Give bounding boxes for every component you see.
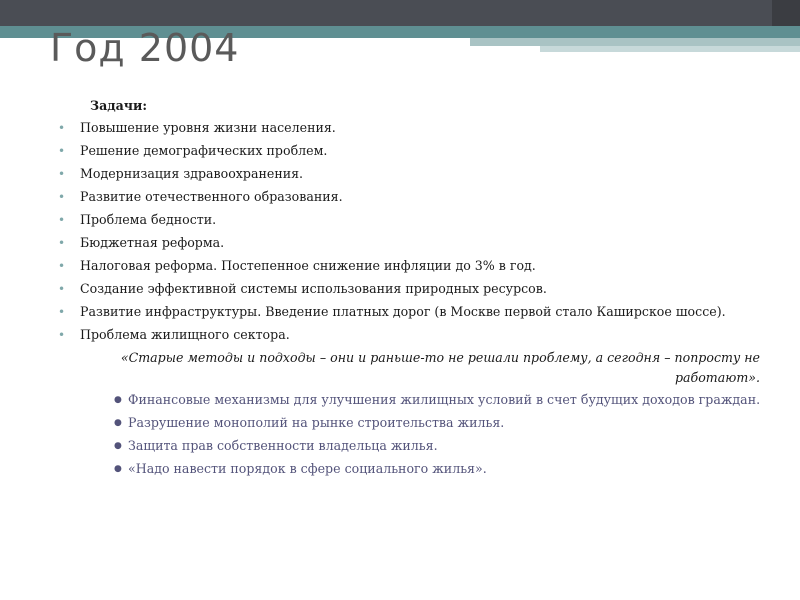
task-item: • Проблема бедности. (58, 210, 768, 230)
tasks-heading: Задачи: (90, 98, 148, 113)
slide-content (58, 96, 768, 482)
task-item: • Создание эффективной системы использования природных ресурсов. (58, 279, 768, 299)
measure-item: ● Защита прав собственности владельца жилья. (114, 436, 768, 456)
top-dark-band (0, 0, 800, 26)
task-item: • Модернизация здравоохранения. (58, 164, 768, 184)
slide-title: Год 2004 (50, 26, 240, 70)
measure-item: ● Финансовые механизмы для улучшения жилищных условий в счет будущих доходов граждан. (114, 390, 768, 410)
measures-list (114, 390, 768, 479)
task-item: • Развитие отечественного образования. (58, 187, 768, 207)
top-light-band (470, 38, 800, 46)
task-item: • Развитие инфраструктуры. Введение платных дорог (в Москве первой стало Каширское шоссе). (58, 302, 768, 322)
quote-text: «Старые методы и подходы – они и раньше-то не решали проблему, а сегодня – попросту не работают». (120, 350, 760, 385)
task-item: • Решение демографических проблем. (58, 141, 768, 161)
top-dark-band-corner (772, 0, 800, 26)
tasks-list (58, 118, 768, 345)
measure-item: ● «Надо навести порядок в сфере социального жилья». (114, 459, 768, 479)
top-light-band-thin (540, 46, 800, 52)
measure-item: ● Разрушение монополий на рынке строительства жилья. (114, 413, 768, 433)
task-item: • Повышение уровня жизни населения. (58, 118, 768, 138)
task-item: • Налоговая реформа. Постепенное снижение инфляции до 3% в год. (58, 256, 768, 276)
task-item: • Бюджетная реформа. (58, 233, 768, 253)
task-item: • Проблема жилищного сектора. (58, 325, 768, 345)
